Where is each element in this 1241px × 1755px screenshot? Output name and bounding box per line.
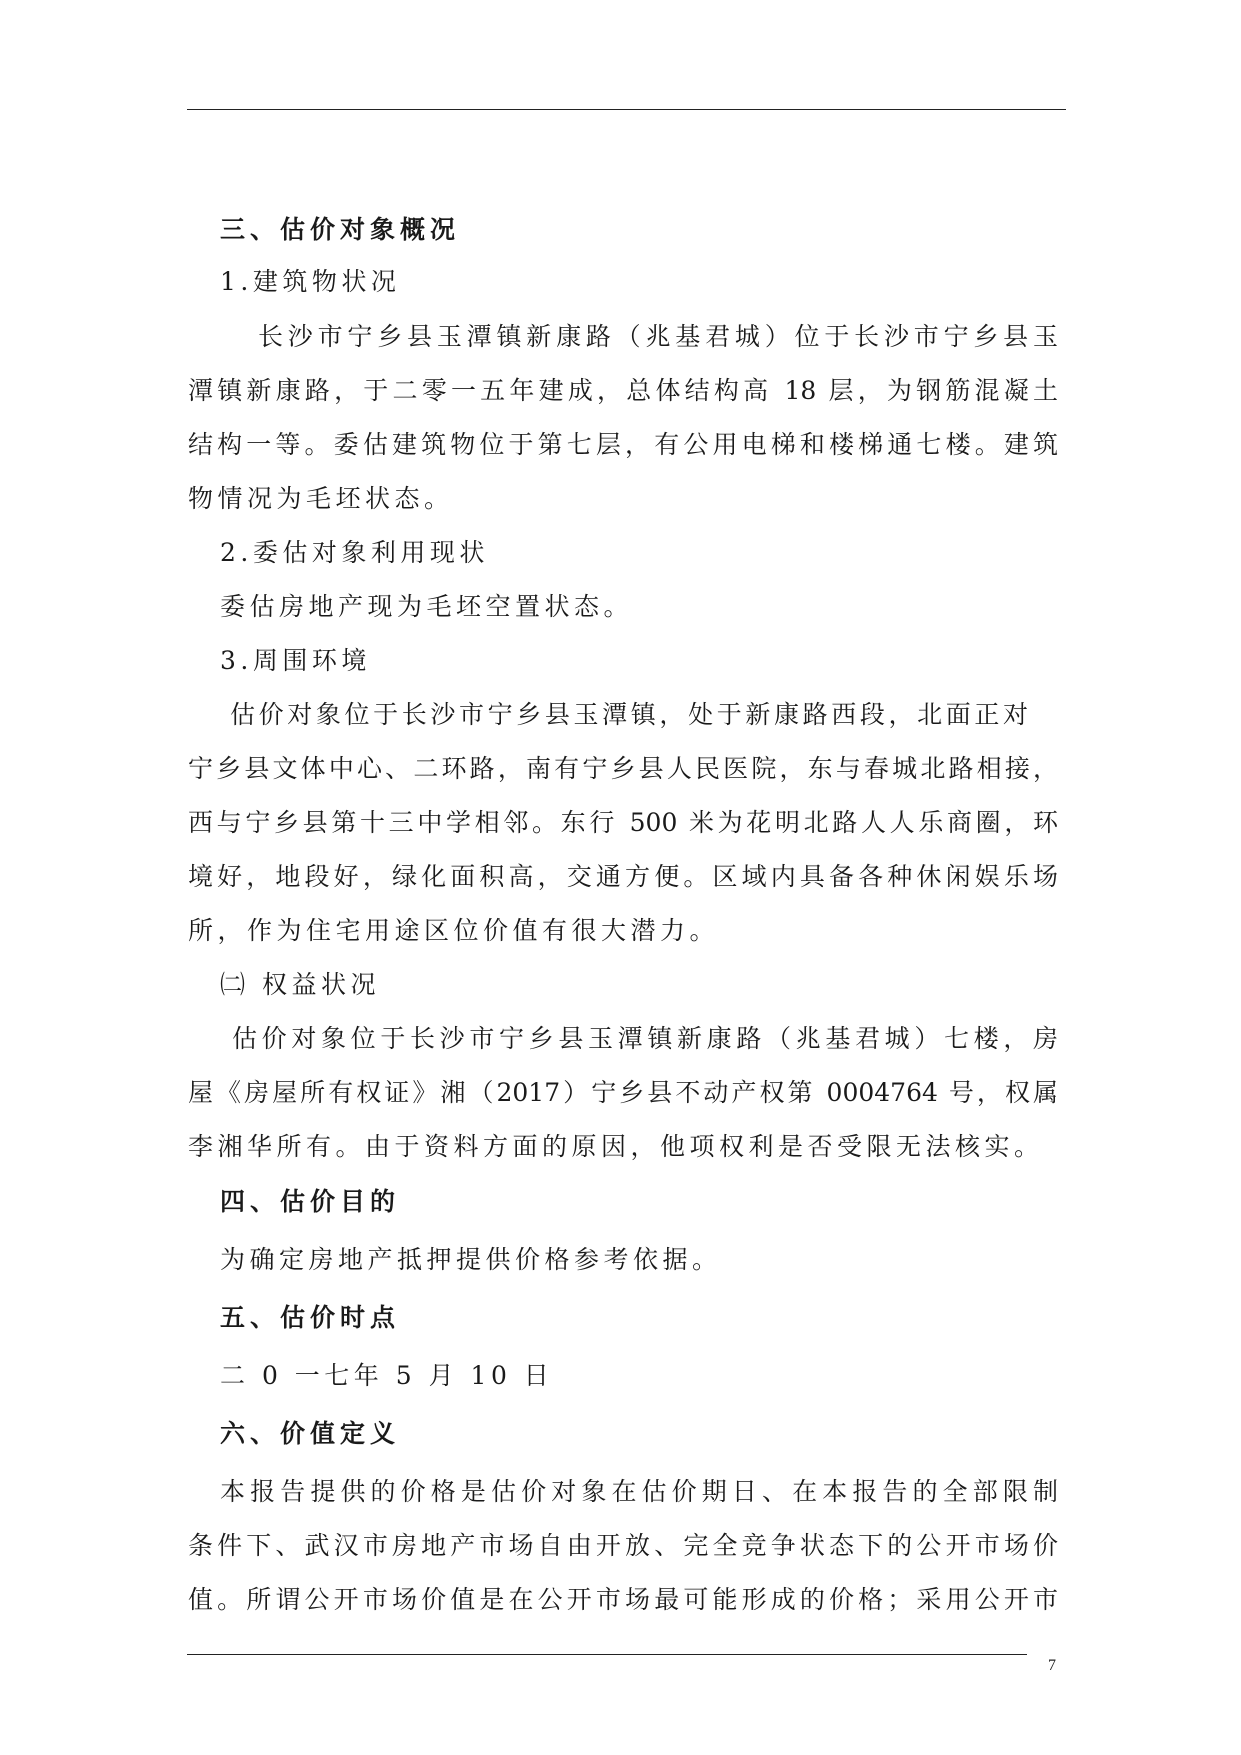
footer-rule <box>187 1654 1027 1655</box>
subsection-1-title: 1.建筑物状况 <box>220 267 401 296</box>
paragraph-line: 长沙市宁乡县玉潭镇新康路（兆基君城）位于长沙市宁乡县玉 <box>258 322 1058 351</box>
subsection-4-title: ㈡ 权益状况 <box>220 970 380 999</box>
page-number: 7 <box>1048 1657 1056 1674</box>
paragraph-line: 估价对象位于长沙市宁乡县玉潭镇新康路（兆基君城）七楼，房 <box>232 1024 1058 1053</box>
paragraph-line: 结构一等。委估建筑物位于第七层，有公用电梯和楼梯通七楼。建筑 <box>188 430 1058 459</box>
paragraph-line: 本报告提供的价格是估价对象在估价期日、在本报告的全部限制 <box>220 1477 1058 1506</box>
paragraph-line: 二 0 一七年 5 月 10 日 <box>220 1361 554 1390</box>
paragraph-line: 条件下、武汉市房地产市场自由开放、完全竞争状态下的公开市场价 <box>188 1531 1058 1560</box>
subsection-2-title: 2.委估对象利用现状 <box>220 538 489 567</box>
paragraph-line: 物情况为毛坯状态。 <box>188 484 454 513</box>
section-6-heading: 六、价值定义 <box>220 1419 401 1448</box>
paragraph-line: 宁乡县文体中心、二环路，南有宁乡县人民医院，东与春城北路相接， <box>188 754 1058 783</box>
paragraph-line: 委估房地产现为毛坯空置状态。 <box>220 592 634 621</box>
section-5-heading: 五、估价时点 <box>220 1303 401 1332</box>
paragraph-line: 屋《房屋所有权证》湘（2017）宁乡县不动产权第 0004764 号，权属 <box>188 1078 1058 1107</box>
subsection-3-title: 3.周围环境 <box>220 646 371 675</box>
paragraph-line: 潭镇新康路，于二零一五年建成，总体结构高 18 层，为钢筋混凝土 <box>188 376 1058 405</box>
paragraph-line: 值。所谓公开市场价值是在公开市场最可能形成的价格；采用公开市 <box>188 1585 1058 1614</box>
paragraph-line: 西与宁乡县第十三中学相邻。东行 500 米为花明北路人人乐商圈，环 <box>188 808 1058 837</box>
section-3-heading: 三、估价对象概况 <box>220 215 461 244</box>
paragraph-line: 所，作为住宅用途区位价值有很大潜力。 <box>188 916 720 945</box>
paragraph-line: 为确定房地产抵押提供价格参考依据。 <box>220 1245 722 1274</box>
paragraph-line: 境好，地段好，绿化面积高，交通方便。区域内具备各种休闲娱乐场 <box>188 862 1058 891</box>
section-4-heading: 四、估价目的 <box>220 1187 401 1216</box>
paragraph-line: 李湘华所有。由于资料方面的原因，他项权利是否受限无法核实。 <box>188 1132 1044 1161</box>
paragraph-line: 估价对象位于长沙市宁乡县玉潭镇，处于新康路西段，北面正对 <box>230 700 1028 729</box>
header-rule <box>187 109 1066 110</box>
